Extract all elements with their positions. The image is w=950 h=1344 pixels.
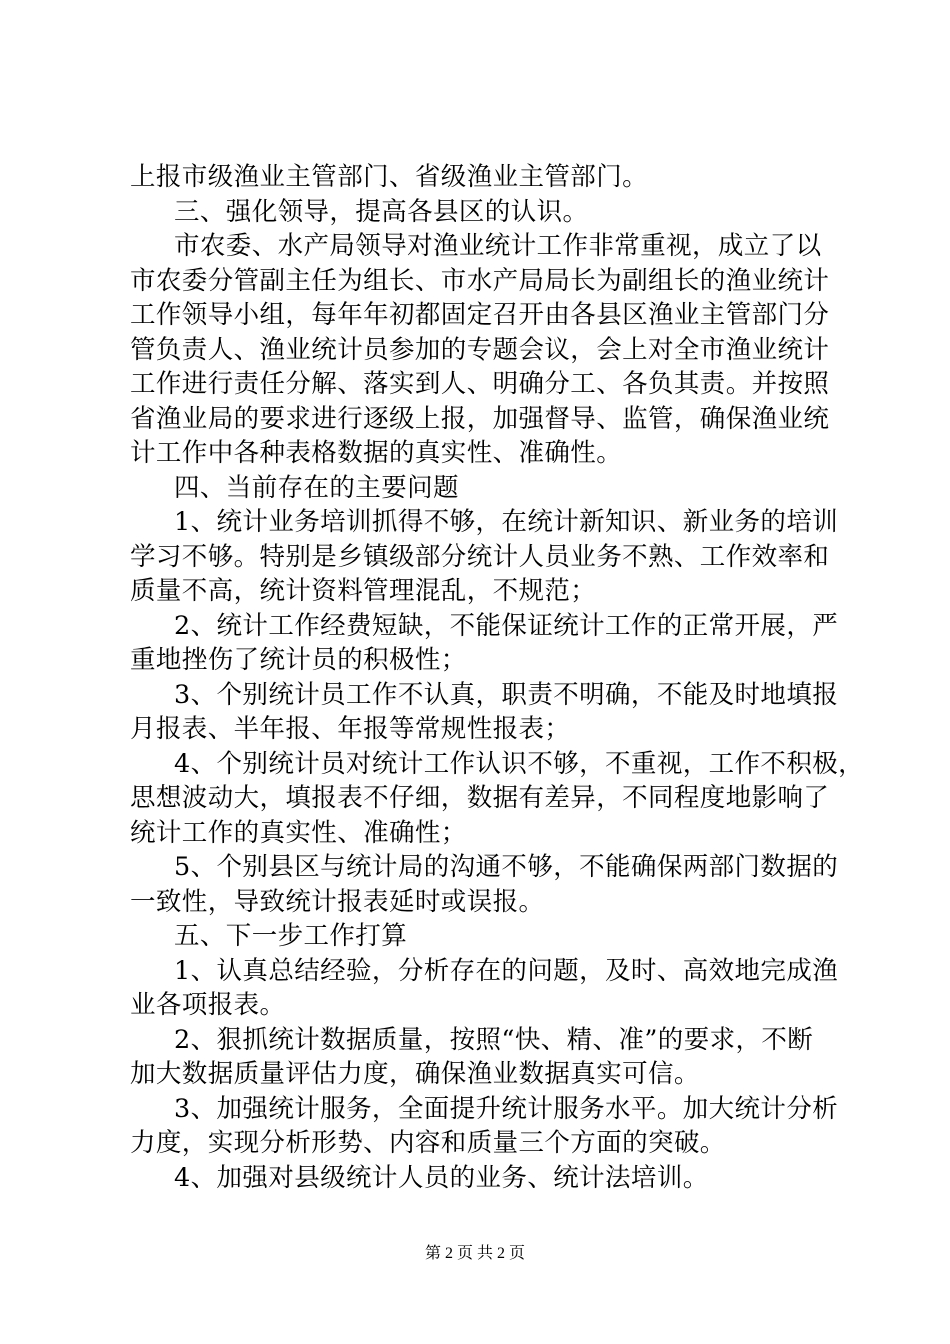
paragraph-line: 工作进行责任分解、落实到人、明确分工、各负其责。并按照 — [130, 369, 830, 399]
paragraph-line: 重地挫伤了统计员的积极性； — [130, 645, 467, 675]
paragraph-line: 质量不高，统计资料管理混乱，不规范； — [130, 576, 597, 606]
list-item: 5、个别县区与统计局的沟通不够，不能确保两部门数据的 — [174, 852, 839, 882]
paragraph-line: 学习不够。特别是乡镇级部分统计人员业务不熟、工作效率和 — [130, 541, 830, 572]
paragraph-line: 加大数据质量评估力度，确保渔业数据真实可信。 — [130, 1059, 700, 1089]
document-body — [130, 160, 865, 1195]
paragraph-line: 省渔业局的要求进行逐级上报，加强督导、监管，确保渔业统 — [130, 403, 830, 434]
list-item: 2、统计工作经费短缺，不能保证统计工作的正常开展，严 — [174, 610, 839, 641]
list-item: 3、加强统计服务，全面提升统计服务水平。加大统计分析 — [174, 1093, 839, 1124]
paragraph-line: 业各项报表。 — [130, 990, 286, 1020]
section-heading: 五、下一步工作打算 — [174, 921, 408, 951]
paragraph-line: 力度，实现分析形势、内容和质量三个方面的突破。 — [130, 1128, 726, 1158]
paragraph-line: 月报表、半年报、年报等常规性报表； — [130, 714, 571, 744]
paragraph-line: 市农委、水产局领导对渔业统计工作非常重视，成立了以 — [174, 231, 822, 261]
list-item: 1、统计业务培训抓得不够，在统计新知识、新业务的培训 — [174, 507, 839, 537]
paragraph-line: 上报市级渔业主管部门、省级渔业主管部门。 — [130, 162, 649, 192]
list-item: 1、认真总结经验，分析存在的问题，及时、高效地完成渔 — [174, 955, 839, 986]
paragraph-line: 工作领导小组，每年年初都固定召开由各县区渔业主管部门分 — [130, 300, 830, 330]
paragraph-line: 市农委分管副主任为组长、市水产局局长为副组长的渔业统计 — [130, 265, 830, 296]
list-item: 2、狠抓统计数据质量，按照“快、精、准”的要求，不断 — [174, 1024, 814, 1055]
paragraph-line: 统计工作的真实性、准确性； — [130, 817, 467, 848]
page-number-footer: 第 2 页 共 2 页 — [424, 1245, 525, 1262]
paragraph-line: 思想波动大，填报表不仔细，数据有差异，不同程度地影响了 — [130, 783, 830, 813]
section-heading: 四、当前存在的主要问题 — [174, 472, 459, 503]
paragraph-line: 计工作中各种表格数据的真实性、准确性。 — [130, 438, 623, 468]
paragraph-line: 管负责人、渔业统计员参加的专题会议，会上对全市渔业统计 — [130, 334, 830, 365]
section-heading: 三、强化领导，提高各县区的认识。 — [174, 196, 589, 227]
paragraph-line: 一致性，导致统计报表延时或误报。 — [130, 886, 545, 917]
list-item: 3、个别统计员工作不认真，职责不明确，不能及时地填报 — [174, 679, 839, 710]
list-item: 4、个别统计员对统计工作认识不够，不重视，工作不积极， — [174, 748, 865, 779]
list-item: 4、加强对县级统计人员的业务、统计法培训。 — [174, 1162, 709, 1193]
